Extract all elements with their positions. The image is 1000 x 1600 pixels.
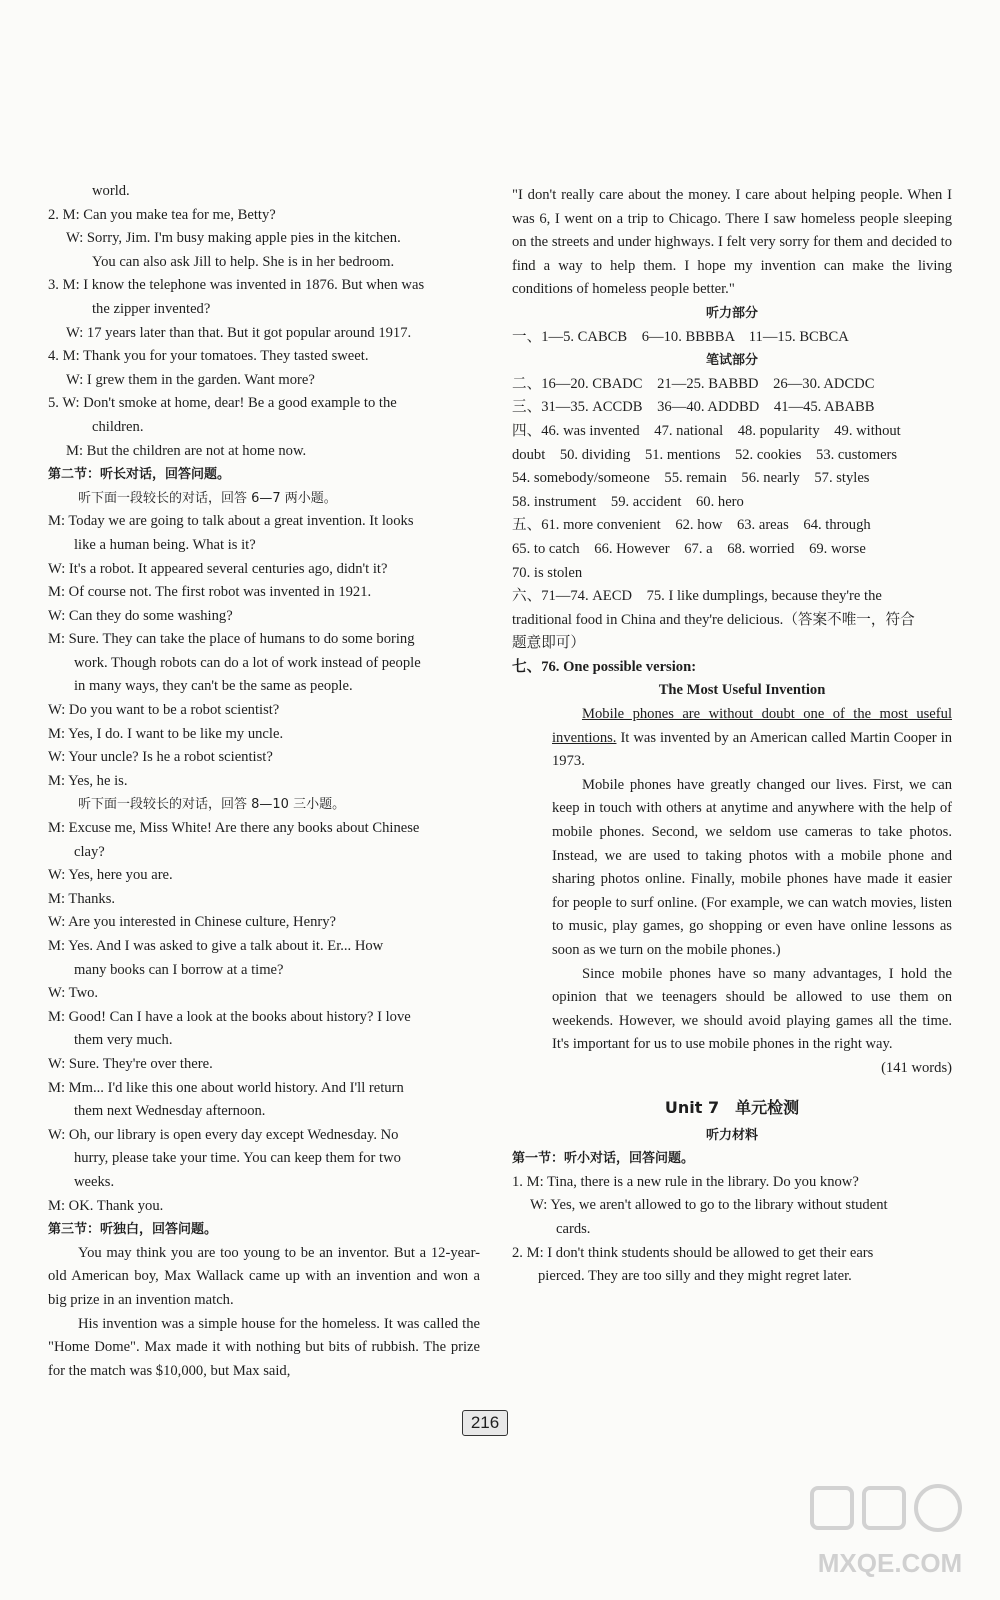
text-line: like a human being. What is it? — [74, 536, 256, 553]
text-line: 2. M: Can you make tea for me, Betty? — [48, 206, 276, 223]
text-line: M: Thanks. — [48, 890, 116, 907]
text-line: You can also ask Jill to help. She is in her bedroom. — [92, 253, 395, 270]
text-line: W: Yes, here you are. — [48, 867, 173, 884]
answer-line: 70. is stolen — [512, 564, 583, 581]
section-heading: 第一节：听小对话，回答问题。 — [512, 1151, 695, 1167]
answer-line: 二、16—20. CBADC 21—25. BABBD 26—30. ADCDC — [512, 375, 875, 392]
answer-line: 五、61. more convenient 62. how 63. areas 64. through — [512, 517, 871, 534]
text-line: M: Of course not. The first robot was invented in 1921. — [48, 584, 372, 601]
essay-paragraph — [552, 703, 952, 774]
text-line: the zipper invented? — [92, 300, 211, 317]
answer-line: 四、46. was invented 47. national 48. popularity 49. without — [512, 422, 901, 439]
text-line: W: Your uncle? Is he a robot scientist? — [48, 749, 273, 766]
right-column — [512, 184, 952, 1289]
text-line: work. Though robots can do a lot of work instead of people — [74, 654, 421, 671]
answer-line: 三、31—35. ACCDB 36—40. ADDBD 41—45. ABABB — [512, 399, 875, 416]
section-heading: 第三节：听独白，回答问题。 — [48, 1222, 218, 1238]
unit-heading: Unit 7 单元检测 — [664, 1097, 800, 1117]
text-line: W: Two. — [48, 985, 99, 1002]
text-line: M: Today we are going to talk about a great invention. It looks — [48, 513, 414, 530]
watermark-logo — [800, 1480, 980, 1590]
word-count: (141 words) — [881, 1059, 952, 1076]
text-line: M: Mm... I'd like this one about world history. And I'll return — [48, 1079, 404, 1096]
text-line: W: Are you interested in Chinese culture, Henry? — [48, 914, 336, 931]
answer-line: 54. somebody/someone 55. remain 56. nearly 57. styles — [512, 470, 870, 487]
text-line: them next Wednesday afternoon. — [74, 1103, 266, 1120]
instruction-line: 听下面一段较长的对话，回答 8—10 三小题。 — [78, 797, 346, 813]
part-heading-writing: 笔试部分 — [705, 353, 758, 369]
text-line: W: I grew them in the garden. Want more? — [66, 371, 315, 388]
watermark-text: MXQE.COM — [817, 1548, 963, 1578]
text-line: M: Good! Can I have a look at the books about history? I love — [48, 1008, 411, 1025]
quote-paragraph: "I don't really care about the money. I care about helping people. When I was 6, I went on a trip to Chicago. There I saw homeless people sleeping on the streets and under highways. I felt very sorry for them and decided to find a way to help them. I hope my invention can make the living conditions of homeless people better." — [512, 187, 952, 298]
text-line: 1. M: Tina, there is a new rule in the library. Do you know? — [512, 1173, 859, 1190]
section-heading: 第二节：听长对话，回答问题。 — [48, 467, 231, 483]
text-line: in many ways, they can't be the same as people. — [74, 678, 353, 695]
text-line: M: But the children are not at home now. — [66, 442, 307, 459]
left-column — [48, 180, 480, 1383]
monologue-paragraph: You may think you are too young to be an inventor. But a 12-year-old American boy, Max Wallack came up with an invention and won a big prize in an invention match. — [48, 1244, 480, 1308]
text-line: weeks. — [74, 1173, 115, 1190]
text-line: W: Yes, we aren't allowed to go to the library without student — [530, 1197, 888, 1214]
answer-line: traditional food in China and they're delicious.（答案不唯一，符合 — [512, 611, 915, 628]
answer-line: 七、76. One possible version: — [512, 658, 697, 675]
text-line: W: 17 years later than that. But it got popular around 1917. — [66, 324, 412, 341]
instruction-line: 听下面一段较长的对话，回答 6—7 两小题。 — [78, 490, 337, 506]
text-line: M: Yes, he is. — [48, 772, 128, 789]
answer-line: 58. instrument 59. accident 60. hero — [512, 493, 744, 510]
text-line: 2. M: I don't think students should be allowed to get their ears — [512, 1244, 874, 1261]
text-line: W: It's a robot. It appeared several centuries ago, didn't it? — [48, 560, 388, 577]
essay-paragraph: Mobile phones have greatly changed our lives. First, we can keep in touch with others at anytime and anywhere with the help of mobile phones. Second, we seldom use cameras to take photos. Instead, we are used to taking photos with a mobile phone and sharing photos online. Finally, mobile phones have made it easier for people to surf online. (For example, we can watch movies, listen to music, play games, go shopping or even have online lessons as soon as we turn on the mobile phones.) — [552, 776, 952, 958]
text-line: W: Sorry, Jim. I'm busy making apple pies in the kitchen. — [66, 230, 401, 247]
text-line: clay? — [74, 843, 105, 860]
essay-title: The Most Useful Invention — [658, 682, 826, 699]
text-line: hurry, please take your time. You can keep them for two — [74, 1150, 401, 1167]
text-line: M: Sure. They can take the place of humans to do some boring — [48, 631, 415, 648]
answer-line: 一、1—5. CABCB 6—10. BBBBA 11—15. BCBCA — [512, 328, 849, 345]
text-line: W: Oh, our library is open every day except Wednesday. No — [48, 1126, 399, 1143]
part-heading-material: 听力材料 — [705, 1127, 758, 1143]
answer-line: doubt 50. dividing 51. mentions 52. cookies 53. customers — [512, 446, 898, 463]
part-heading-listening: 听力部分 — [705, 305, 758, 321]
text-line: W: Do you want to be a robot scientist? — [48, 702, 280, 719]
answer-line: 六、71—74. AECD 75. I like dumplings, because they're the — [512, 588, 882, 605]
text-line: cards. — [556, 1220, 591, 1237]
text-line: 5. W: Don't smoke at home, dear! Be a good example to the — [48, 395, 397, 412]
text-line: children. — [92, 418, 144, 435]
text-line: M: Yes. And I was asked to give a talk about it. Er... How — [48, 938, 384, 954]
answer-line: 65. to catch 66. However 67. a 68. worried 69. worse — [512, 540, 866, 557]
text-line: W: Sure. They're over there. — [48, 1055, 213, 1072]
text-line: many books can I borrow at a time? — [74, 961, 284, 978]
text-line: them very much. — [74, 1032, 173, 1049]
text-line: pierced. They are too silly and they might regret later. — [538, 1268, 852, 1285]
text-line: W: Can they do some washing? — [48, 607, 233, 624]
essay-paragraph: Since mobile phones have so many advantages, I hold the opinion that we teenagers should be allowed to use them on weekends. However, we should avoid playing games all the time. It's important for us to use mobile phones in the right way. — [552, 965, 952, 1053]
page-number: 216 — [462, 1410, 508, 1436]
text-line: M: Yes, I do. I want to be like my uncle. — [48, 725, 284, 742]
text-line: M: OK. Thank you. — [48, 1197, 164, 1214]
text-line: 4. M: Thank you for your tomatoes. They tasted sweet. — [48, 348, 369, 365]
text-line: 3. M: I know the telephone was invented in 1876. But when was — [48, 277, 425, 294]
text-line: world. — [92, 183, 130, 199]
underlined-topic-sentence: Mobile phones are without doubt one of the most useful inventions. — [552, 706, 952, 746]
answer-line: 题意即可） — [512, 635, 585, 652]
monologue-paragraph: His invention was a simple house for the homeless. It was called the "Home Dome". Max made it with nothing but bits of rubbish. The prize for the match was $10,000, but Max said, — [48, 1315, 480, 1379]
essay-text: It was invented by an American called Martin Cooper in 1973. — [552, 729, 952, 770]
text-line: M: Excuse me, Miss White! Are there any books about Chinese — [48, 820, 420, 837]
essay-body — [512, 703, 952, 1081]
watermark-icon — [800, 1480, 980, 1590]
